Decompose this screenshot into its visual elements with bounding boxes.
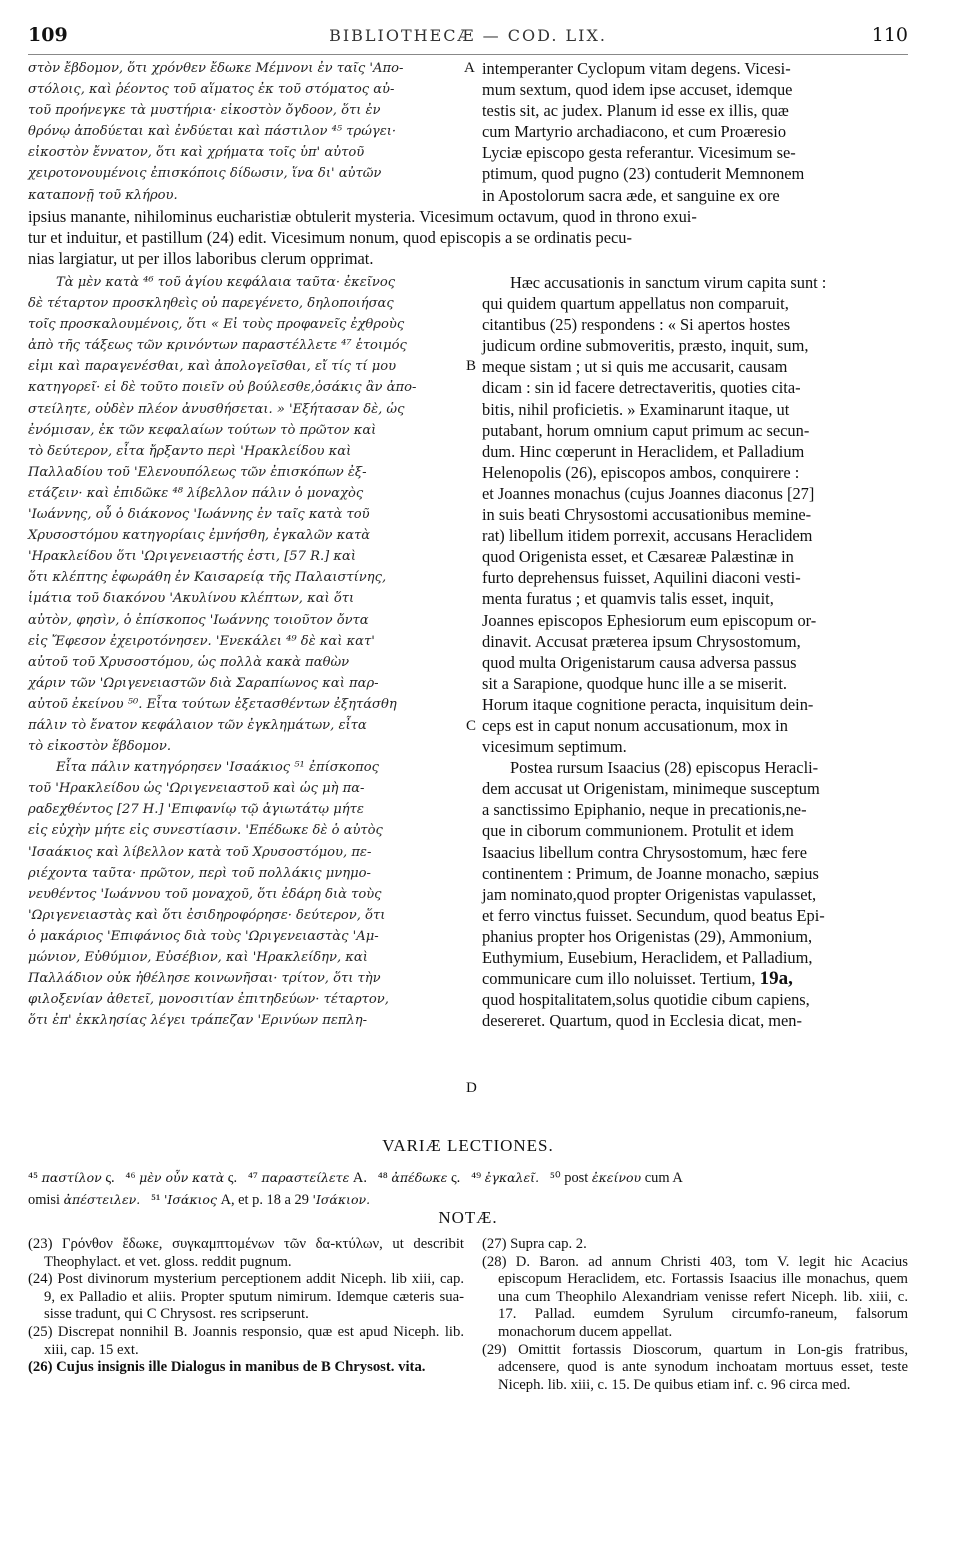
greek-column-main xyxy=(28,272,462,1031)
greek-line: 'Ωριγενειαστὰς καὶ ὅτι ἐσιδηροφόρησε· δεύτερον, ὅτι xyxy=(28,907,386,923)
latin-column-top xyxy=(482,58,908,206)
var-greek: μὲν οὖν κατὰ xyxy=(139,1170,225,1185)
greek-line: αὐτοῦ τοῦ Χρυσοστόμου, ὡς πολλὰ κακὰ παθὼν xyxy=(28,654,350,670)
margin-letter-d: D xyxy=(466,1080,477,1096)
latin-line: quod multa Origenistarum causa adversa passus xyxy=(482,652,797,672)
greek-line: δὲ τέταρτον προσκληθεὶς οὐ παρεγένετο, δηλοποιήσας xyxy=(28,296,394,312)
latin-line: cum Martyrio archadiacono, et cum Proæresio xyxy=(482,122,787,142)
latin-line: in suis beati Chrysostomi accusationibus meminе- xyxy=(482,505,812,525)
greek-line: τοῖς προσκαλουμένοις, ὅτι « Εἰ τοὺς προφανεῖς ἐχθροὺς xyxy=(28,317,405,333)
notae-left xyxy=(28,1236,464,1377)
latin-line: et ferro vinctus fuisset. Secundum, quod beatus Epi- xyxy=(482,905,825,925)
latin-line: Joannes episcopos Ephesiorum eum episcopum or- xyxy=(482,610,817,630)
notae-right xyxy=(482,1236,908,1394)
greek-line: ὅτι ἐπ' ἐκκλησίας λέγει τράπεζαν 'Ερινύων πεπλη- xyxy=(28,1013,368,1029)
greek-line: αὐτὸν, φησὶν, ὁ ἐπίσκοπος 'Ιωάννης τοιοῦτον ὄντα xyxy=(28,612,369,628)
greek-line: ριέχοντα ταῦτα· πρῶτον, περὶ τοῦ πολλάκις μνημο- xyxy=(28,865,371,881)
latin-line: in Apostolorum sacra æde, et sanguine ex ore xyxy=(482,185,780,205)
var-greek: 'Ισάκιον. xyxy=(312,1192,371,1207)
greek-line: εἰμι καὶ παραγενέσθαι, καὶ ἀπολογεῖσθαι, εἴ τίς τί μου xyxy=(28,359,397,375)
header-rule xyxy=(28,54,908,55)
note-entry: (26) Cujus insignis ille Dialogus in manibus de B Chrysost. vita. xyxy=(28,1359,426,1376)
var-num: ⁴⁷ xyxy=(247,1170,258,1186)
latin-line: testis sit, ac judex. Planum id esse ex illis, quæ xyxy=(482,101,789,121)
latin-line: Lyciæ episcopo gesta referantur. Vicesimum se- xyxy=(482,143,796,163)
note-entry: (29) Omittit fortassis Dioscorum, quartum in Lon-gis fratribus, adcensere, quod is ante synodum inchoatam mortuus esset, teste Niceph. lib. xiii, c. 15. De quibus etiam inf. c. 96 circa med. xyxy=(482,1341,908,1393)
latin-line: et Joannes monachus (cujus Joannes diaconus [27] xyxy=(482,483,815,503)
greek-line: ἀπὸ τῆς τάξεως τῶν κρινόντων παραστέλλετε ⁴⁷ ἑτοιμός xyxy=(28,338,407,354)
greek-line: Εἶτα πάλιν κατηγόρησεν 'Ισαάκιος ⁵¹ ἐπίσκοπος xyxy=(56,760,379,776)
greek-line: στείλητε, οὐδὲν πλέον ἀνυσθήσεται. » 'Εξήτασαν δὲ, ὡς xyxy=(28,401,405,417)
latin-line: sit a Sarapione, quodque hunc ille a se miserit. xyxy=(482,673,787,693)
latin-line xyxy=(482,968,908,989)
variae-lectiones-title: VARIÆ LECTIONES. xyxy=(382,1136,554,1155)
var-greek: παραστείλετε xyxy=(261,1170,350,1185)
var-greek: ἀπέδωκε xyxy=(391,1170,448,1185)
latin-line: quod Origenista esset, et Cæsareæ Palæstinæ in xyxy=(482,547,794,567)
greek-line: 'Ιωάννης, οὗ ὁ διάκονος 'Ιωάννης ἐν ταῖς κατὰ τοῦ xyxy=(28,507,370,523)
greek-line: ραδεχθέντος [27 H.] 'Επιφανίῳ τῷ ἁγιωτάτῳ μήτε xyxy=(28,802,364,818)
latin-line: quod hospitalitatem,solus quotidie cibum capiens, xyxy=(482,990,810,1010)
latin-line: a sanctissimo Epiphanio, neque in precationis,ne- xyxy=(482,800,807,820)
latin-line: putabant, horum omnium caput primum ac secun- xyxy=(482,420,810,440)
greek-line: στόλοις, καὶ ῥέοντος τοῦ αἵματος ἐκ τοῦ στόματος αὐ- xyxy=(28,82,395,98)
running-title: BIBLIOTHECÆ — COD. LIX. xyxy=(329,26,607,45)
latin-line: qui quidem quartum appellatus non comparuit, xyxy=(482,294,789,314)
latin-line: rat) libellum itidem porrexit, accusans Heraclidem xyxy=(482,526,813,546)
page-header xyxy=(28,24,908,50)
latin-full-width xyxy=(28,206,908,269)
latin-line: ptimum, quod pugno (23) contuderit Memnonem xyxy=(482,164,805,184)
latin-line: desereret. Quartum, quod in Ecclesia dicat, men- xyxy=(482,1011,802,1031)
greek-line: τοῦ 'Ηρακλείδου ὡς 'Ωριγενειαστοῦ καὶ ὡς μὴ πα- xyxy=(28,781,365,797)
var-siglum: ς. xyxy=(105,1170,115,1186)
greek-line: χάριν τῶν 'Ωριγενειαστῶν διὰ Σαραπίωνος καὶ παρ- xyxy=(28,675,379,691)
greek-line: καταπονῇ τοῦ κλήρου. xyxy=(28,187,178,203)
greek-line: φιλοξενίαν ἀθετεῖ, μονοσιτίαν ἐπιτηδεύων· τέταρτον, xyxy=(28,992,389,1008)
var-num: ⁵⁰ xyxy=(549,1170,561,1186)
margin-letter-c: C xyxy=(466,718,477,734)
page-number-left: 109 xyxy=(28,24,68,46)
latin-line: Horum itaque cognitione peracta, inquisitum dein- xyxy=(482,694,814,714)
var-greek: ἀπέστειλεν. xyxy=(63,1192,141,1207)
latin-line: que in ciborum communionem. Protulit et idem xyxy=(482,821,794,841)
note-entry: (23) Γρόνθον ἔδωκε, συγκαμπτομένων τῶν δα-κτύλων, ut describit Theophylact. et vet. gloss. reddit pugnum. xyxy=(28,1236,464,1270)
note-entry: (27) Supra cap. 2. xyxy=(482,1236,587,1252)
greek-line: ἐνόμισαν, ἐκ τῶν κεφαλαίων τούτων τὸ πρῶτον καὶ xyxy=(28,422,377,438)
greek-line: 'Ισαάκιος καὶ λίβελλον κατὰ τοῦ Χρυσοστόμου, πε- xyxy=(28,844,372,860)
latin-line: Euthymium, Eusebium, Heraclidem, et Palladium, xyxy=(482,948,813,967)
greek-line: τοῦ προήνεγκε τὰ μυστήρια· εἰκοστὸν ὄγδοον, ὅτι ἐν xyxy=(28,103,381,119)
greek-line: μώνιον, Εὐθύμιον, Εὐσέβιον, καὶ 'Ηρακλείδην, καὶ xyxy=(28,950,368,965)
folio-mark: 19a, xyxy=(759,968,793,990)
latin-line: tur et induitur, et pastillum (24) edit. Vicesimum nonum, quod episcopis a se ordinatis pecu- xyxy=(28,228,632,248)
latin-line: dum. Hinc cœperunt in Heraclidem, et Palladium xyxy=(482,441,805,461)
latin-line: Helenopolis (26), episcopos ambos, conquirere : xyxy=(482,462,800,482)
var-siglum: ς. xyxy=(227,1170,238,1186)
margin-letter-a: A xyxy=(464,60,475,76)
greek-line: τὸ δεύτερον, εἶτα ἤρξαντο περὶ 'Ηρακλείδου καὶ xyxy=(28,443,352,459)
greek-line: Παλλαδίου τοῦ 'Ελενουπόλεως τῶν ἐπισκόπων ἐξ- xyxy=(28,464,367,480)
var-siglum: A. xyxy=(352,1170,367,1186)
greek-line: χειροτονουμένοις ἐπισκόποις δίδωσιν, ἵνα δι' αὐτῶν xyxy=(28,166,382,182)
var-num: ⁴⁹ xyxy=(471,1170,482,1186)
latin-line: continentem : Primum, de Joanne monacho, sæpius xyxy=(482,863,819,883)
var-num: ⁴⁸ xyxy=(377,1170,388,1186)
greek-line: πάλιν τὸ ἔνατον κεφάλαιον τῶν ἐγκλημάτων, εἶτα xyxy=(28,717,367,733)
greek-line: Παλλάδιον οὐκ ἠθέλησε κοινωνῆσαι· τρίτον, ὅτι τὴν xyxy=(28,971,381,987)
latin-line: Isaacius libellum contra Chrysostomum, hæc fere xyxy=(482,842,808,862)
var-text: omisi xyxy=(28,1192,60,1208)
latin-line: bitis, nihil proficietis. » Examinarunt itaque, ut xyxy=(482,399,790,419)
greek-line: Χρυσοστόμου κατηγορίαις ἐμνήσθη, ἐγκαλῶν κατὰ xyxy=(28,528,371,544)
latin-line: Hæc accusationis in sanctum virum capita sunt : xyxy=(510,273,827,292)
latin-line: meque sistam ; ut si quis me accusarit, causam xyxy=(482,357,788,377)
greek-line: θρόνῳ ἀποδύεται καὶ ἐνδύεται καὶ πάστιλον ⁴⁵ τρώγει· xyxy=(28,124,397,140)
latin-line: dicam : sin id facere detrectaveritis, quoties cita- xyxy=(482,378,801,398)
latin-line: citantibus (25) respondens : « Si apertos hostes xyxy=(482,315,791,335)
greek-line: ἱμάτια τοῦ διακόνου 'Ακυλίνου κλέπτων, καὶ ὅτι xyxy=(28,591,355,607)
greek-line: Τὰ μὲν κατὰ ⁴⁶ τοῦ ἁγίου κεφάλαια ταῦτα· ἐκεῖνος xyxy=(56,275,396,290)
greek-line: αὐτοῦ ἐκείνου ⁵⁰. Εἶτα τούτων ἐξετασθέντων ἐξητάσθη xyxy=(28,696,397,712)
var-greek: ἐκείνου xyxy=(591,1170,642,1185)
var-greek: ἐγκαλεῖ. xyxy=(484,1170,540,1185)
latin-line: furto deprehensus fuisset, Aquilini diaconi vesti- xyxy=(482,568,801,588)
greek-line: εἰκοστὸν ἔννατον, ὅτι καὶ χρήματα τοῖς ὑπ' αὐτοῦ xyxy=(28,145,365,161)
greek-line: στὸν ἔβδομον, ὅτι χρόνθεν ἔδωκε Μέμνονι ἐν ταῖς 'Απο- xyxy=(28,61,404,76)
notae-title: NOTÆ. xyxy=(438,1208,498,1227)
latin-column-main xyxy=(482,272,908,1031)
latin-line: ceps est in caput nonum accusationum, mox in xyxy=(482,715,788,735)
latin-line-text: communicare cum illo noluisset. Tertium, xyxy=(482,969,760,989)
latin-line: ipsius manante, nihilominus eucharistiæ obtulerit mysteria. Vicesimum octavum, quod in throno exui- xyxy=(28,207,697,226)
greek-line: τὸ εἰκοστὸν ἕβδομον. xyxy=(28,739,171,755)
latin-line: phanius propter hos Origenistas (29), Ammonium, xyxy=(482,926,813,946)
page-number-right: 110 xyxy=(871,24,908,46)
latin-line: judicum ordine submoveritis, præsto, inquit, sum, xyxy=(482,336,809,356)
var-siglum: cum A xyxy=(644,1170,683,1186)
var-text: A, et p. 18 a 29 xyxy=(220,1192,309,1208)
latin-line: menta furatus ; et quamvis talis esset, inquit, xyxy=(482,589,774,609)
latin-line: intemperanter Cyclopum vitam degens. Vicesi- xyxy=(482,59,791,78)
greek-line: 'Ηρακλείδου ὅτι 'Ωριγενειαστής ἐστι, [57 R.] καὶ xyxy=(28,549,356,565)
latin-line: Postea rursum Isaacius (28) episcopus Heracli- xyxy=(510,758,819,778)
greek-line: ετάζειν· καὶ ἐπιδῶκε ⁴⁸ λίβελλον πάλιν ὁ μοναχὸς xyxy=(28,485,364,501)
greek-line: νευθέντος 'Ιωάννου τοῦ μοναχοῦ, ὅτι ἐδάρη διὰ τοὺς xyxy=(28,886,382,902)
var-siglum: ς. xyxy=(450,1170,461,1186)
latin-line: jam nominato,quod propter Origenistas vapulasset, xyxy=(482,884,817,904)
latin-line: nias largiatur, ut per illos laboribus clerum opprimat. xyxy=(28,249,374,269)
var-num: ⁴⁵ xyxy=(28,1170,39,1186)
note-entry: (25) Discrepat nonnihil B. Joannis responsio, quæ est apud Niceph. lib. xiii, cap. 15 ext. xyxy=(28,1323,464,1358)
greek-line: εἰς Ἔφεσον ἐχειροτόνησεν. 'Ενεκάλει ⁴⁹ δὲ καὶ κατ' xyxy=(28,633,375,649)
latin-line: mum sextum, quod idem ipse accuset, idemque xyxy=(482,80,793,100)
note-entry: (28) D. Baron. ad annum Christi 403, tom V. legit hic Acacius episcopum Heraclidem, etc. Fortassis Isaacius ille monachus, quem una cum Theophilo Alexandriam venisse refert Niceph. lib. xiii, c. 17. Pallad. eumdem Syrulum circumfo-raneum, falsorum monachorum ducem appellat. xyxy=(482,1253,908,1340)
var-num: ⁴⁶ xyxy=(125,1170,136,1186)
latin-line: vicesimum septimum. xyxy=(482,737,627,757)
latin-line: dem accusat ut Origenistam, minimeque susceptum xyxy=(482,779,820,799)
var-num: ⁵¹ xyxy=(151,1192,161,1208)
variae-lectiones xyxy=(28,1167,908,1211)
var-greek: 'Ισάκιος xyxy=(163,1192,217,1207)
var-greek: παστίλον xyxy=(41,1170,102,1185)
greek-line: κατηγορεῖ· εἰ δὲ τοῦτο ποιεῖν οὐ βούλεσθε,ὁσάκις ἂν ἀπο- xyxy=(28,380,417,396)
var-text: post xyxy=(564,1170,589,1186)
note-entry: (24) Post divinorum mysterium perceptionem addit Niceph. lib xiii, cap. 9, ex Palladio et aliis. Propter sputum nimirum. Idemque cæteris sua-sisse tradunt, qui C Chrysost. res scripserunt. xyxy=(28,1271,464,1323)
greek-column-top xyxy=(28,58,462,206)
greek-line: ὅτι κλέπτης ἐφωράθη ἐν Καισαρείᾳ τῆς Παλαιστίνης, xyxy=(28,570,387,586)
latin-line: dinavit. Accusat præterea ipsum Chrysostomum, xyxy=(482,631,801,651)
greek-line: ὁ μακάριος 'Επιφάνιος διὰ τοὺς 'Ωριγενειαστὰς 'Αμ- xyxy=(28,928,379,944)
greek-line: εἰς εὐχὴν μήτε εἰς συνεστίασιν. 'Επέδωκε δὲ ὁ αὐτὸς xyxy=(28,823,383,839)
margin-letter-b: B xyxy=(466,358,477,374)
